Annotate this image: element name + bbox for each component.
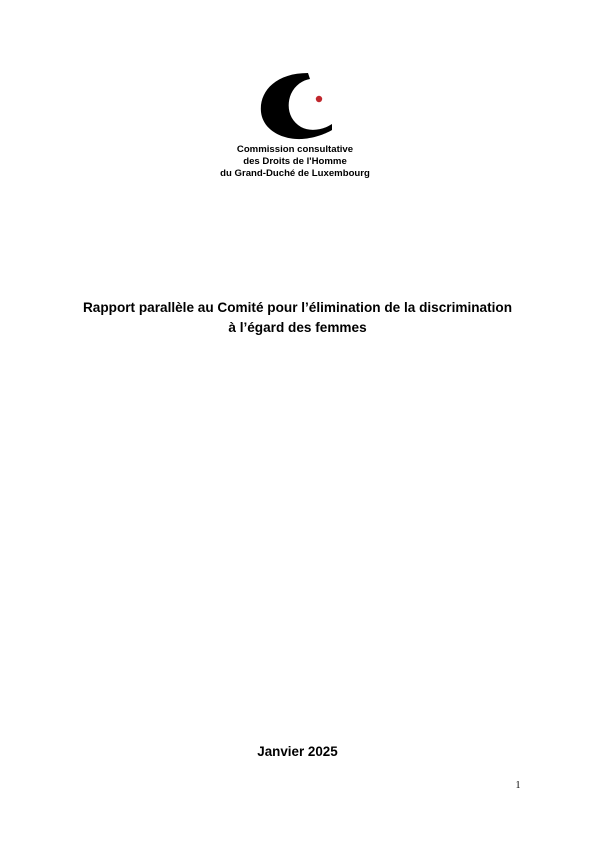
document-title-line-2: à l’égard des femmes [228,320,367,335]
commission-logo-icon [258,72,334,140]
document-title-line-1: Rapport parallèle au Comité pour l’élimination de la discrimination [82,300,513,315]
logo [258,72,334,140]
organization-name [190,144,400,180]
organization-line-2: des Droits de l'Homme [243,156,347,167]
document-title [40,298,555,338]
organization-line-1: Commission consultative [236,144,354,155]
organization-line-3: du Grand-Duché de Luxembourg [220,168,370,179]
document-date: Janvier 2025 [257,744,338,759]
page-number: 1 [515,780,521,791]
red-dot-icon [316,96,322,102]
